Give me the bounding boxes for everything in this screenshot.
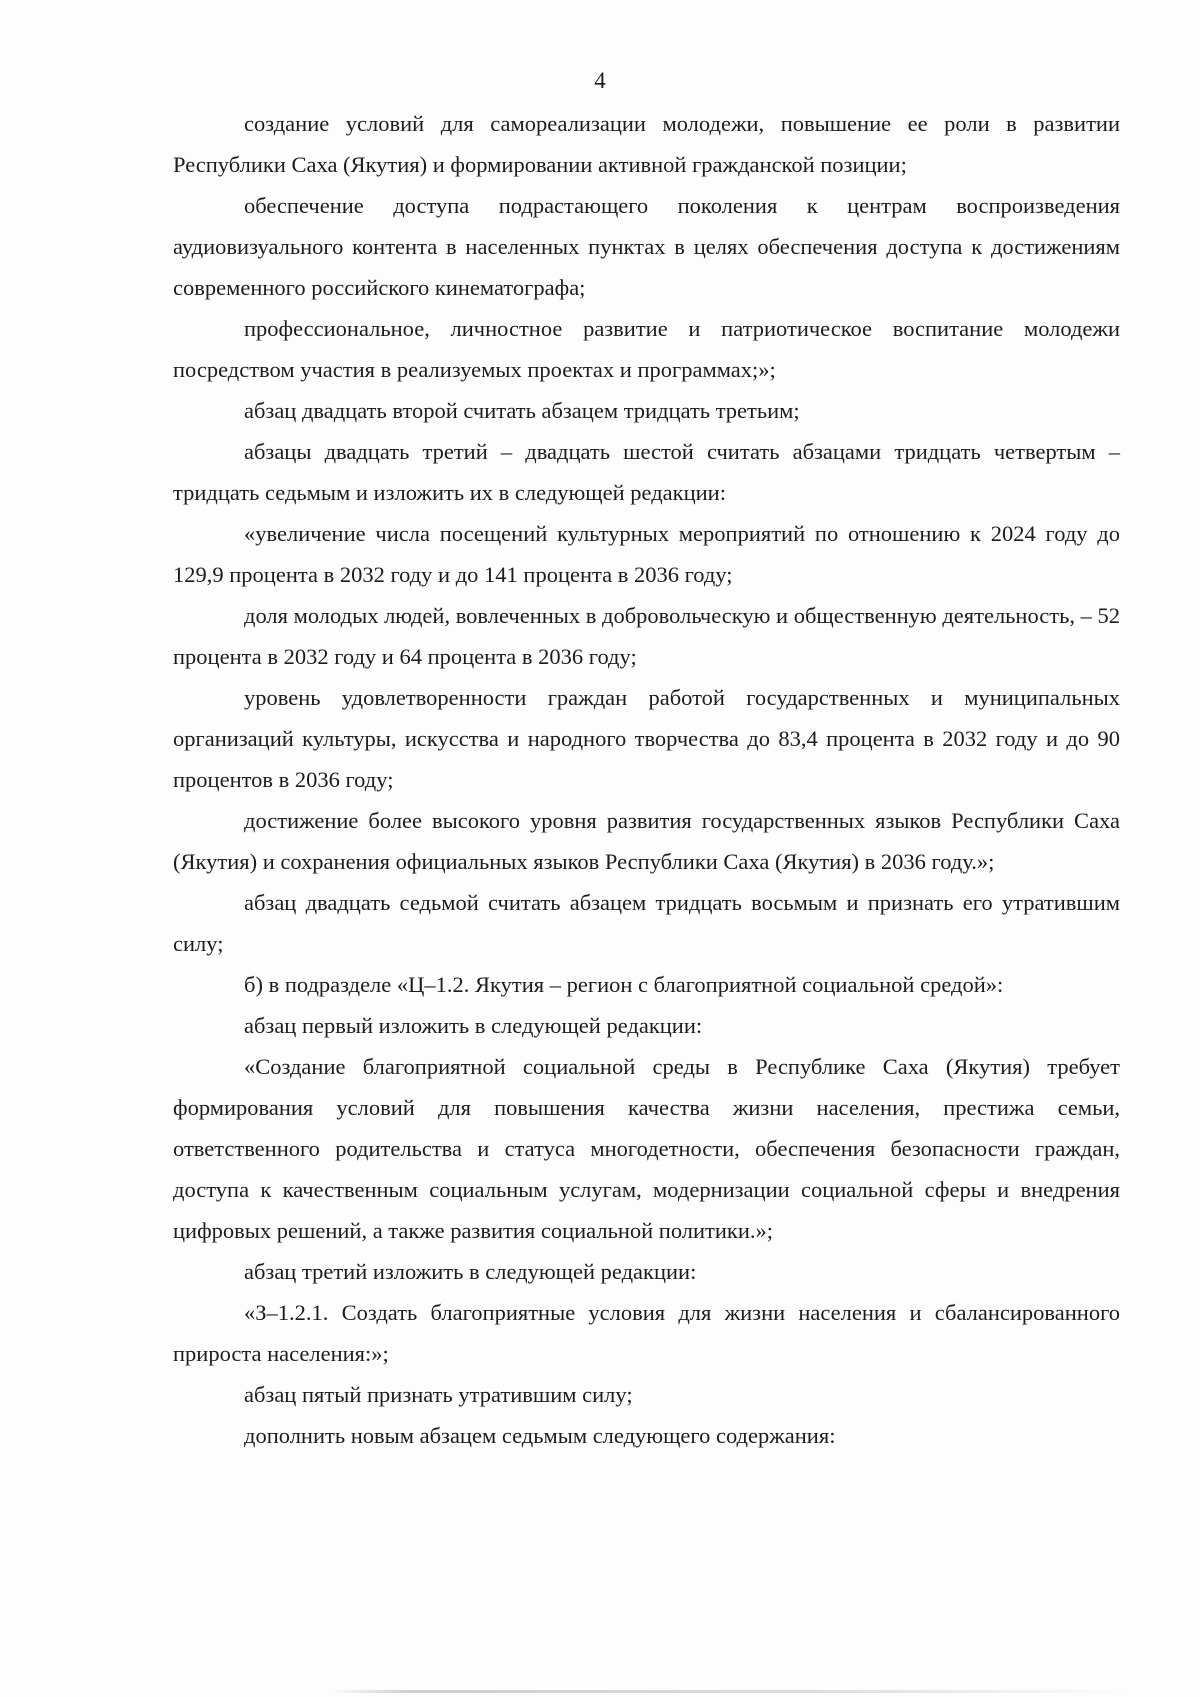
paragraph: доля молодых людей, вовлеченных в добровольческую и общественную деятельность, – 52 процента в 2032 году и 64 процента в 2036 году; <box>173 603 1120 669</box>
paragraph: уровень удовлетворенности граждан работой государственных и муниципальных организаций культуры, искусства и народного творчества до 83,4 процента в 2032 году и до 90 процентов в 2036 году; <box>173 685 1120 792</box>
paragraph: б) в подразделе «Ц–1.2. Якутия – регион с благоприятной социальной средой»: <box>244 972 1004 997</box>
paragraph: абзац первый изложить в следующей редакции: <box>244 1013 703 1038</box>
paragraph: «Создание благоприятной социальной среды в Республике Саха (Якутия) требует формирования условий для повышения качества жизни населения, престижа семьи, ответственного родительства и статуса многодетности, обеспечения безопасности граждан, доступа к качественным социальным услугам, модернизации социальной сферы и внедрения цифровых решений, а также развития социальной политики.»; <box>173 1054 1120 1243</box>
paragraph: дополнить новым абзацем седьмым следующего содержания: <box>244 1423 836 1448</box>
page-number: 4 <box>594 68 606 93</box>
paragraph: абзац двадцать второй считать абзацем тридцать третьим; <box>244 398 800 423</box>
paragraph: абзацы двадцать третий – двадцать шестой считать абзацами тридцать четвертым – тридцать седьмым и изложить их в следующей редакции: <box>173 439 1120 505</box>
paragraph: абзац пятый признать утратившим силу; <box>244 1382 633 1407</box>
paragraph: «З–1.2.1. Создать благоприятные условия для жизни населения и сбалансированного прироста населения:»; <box>173 1300 1120 1366</box>
paragraph: обеспечение доступа подрастающего поколения к центрам воспроизведения аудиовизуального контента в населенных пунктах в целях обеспечения доступа к достижениям современного российского кинематографа; <box>173 193 1120 300</box>
document-body <box>173 103 1120 1456</box>
paragraph: профессиональное, личностное развитие и патриотическое воспитание молодежи посредством участия в реализуемых проектах и программах;»; <box>173 316 1120 382</box>
paragraph: абзац двадцать седьмой считать абзацем тридцать восьмым и признать его утратившим силу; <box>173 890 1120 956</box>
paragraph: создание условий для самореализации молодежи, повышение ее роли в развитии Республики Саха (Якутия) и формировании активной гражданской позиции; <box>173 111 1120 177</box>
scan-edge-artifact <box>330 1690 1130 1693</box>
paragraph: достижение более высокого уровня развития государственных языков Республики Саха (Якутия) и сохранения официальных языков Республики Саха (Якутия) в 2036 году.»; <box>173 808 1120 874</box>
paragraph: абзац третий изложить в следующей редакции: <box>244 1259 697 1284</box>
paragraph: «увеличение числа посещений культурных мероприятий по отношению к 2024 году до 129,9 процента в 2032 году и до 141 процента в 2036 году; <box>173 521 1120 587</box>
